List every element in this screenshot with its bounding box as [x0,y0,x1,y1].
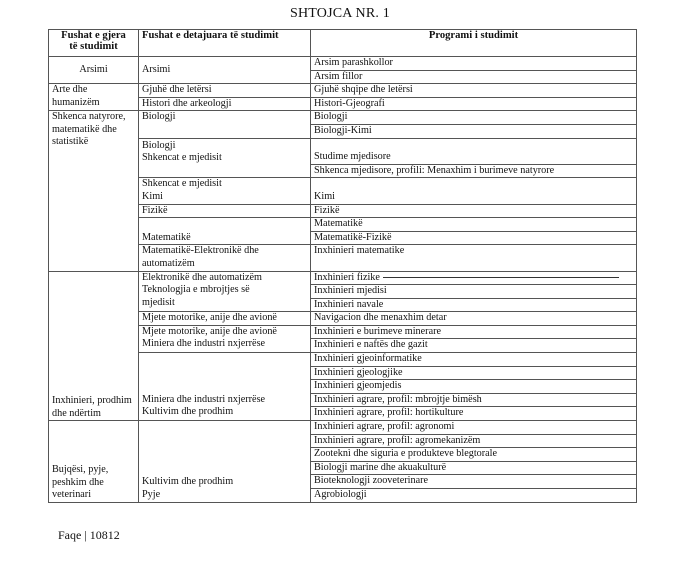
program-item: Matematikë-Fizikë [314,231,392,243]
detailed-field [139,138,311,178]
detailed-line: Teknologjia e mbrojtjes së [142,284,250,296]
table-row [49,84,637,98]
program-item: Kimi [311,178,637,204]
detailed-line: Miniera dhe industri nxjerrëse [142,393,266,405]
program-item: Navigacion dhe menaxhim detar [311,312,637,326]
program-item-text: Inxhinieri fizike [314,271,380,283]
program-item [311,272,636,286]
detailed-field: Fizikë [139,204,311,218]
detailed-line: Matematikë-Elektronikë dhe [142,245,259,257]
detailed-line: Biologji [142,139,176,151]
detailed-field [139,178,311,204]
table-row [49,271,637,312]
program-item: Histori-Gjeografi [311,97,637,111]
program-item: Inxhinieri e naftës dhe gazit [314,339,428,351]
broad-field-bujqesi: Bujqësi, pyje, peshkim dhe veterinari [49,421,139,503]
detailed-line: Kimi [142,190,163,202]
detailed-line: Mjete motorike, anije dhe avionë [142,325,277,337]
program-item: Shkenca mjedisore, profili: Menaxhim i burimeve natyrore [314,164,555,176]
program-item: Inxhinieri matematike [311,245,637,271]
program-item: Bioteknologji zooveterinare [311,475,636,489]
program-item: Biologji marine dhe akuakulturë [311,462,636,476]
detailed-line: mjedisit [142,296,175,308]
program-item: Agrobiologji [314,489,367,500]
program-item: Arsim fillor [314,70,363,82]
header-broad-field [49,30,139,57]
program-item: Studime mjedisore [311,151,636,165]
program-cell [311,421,637,503]
table-header-row [49,30,637,57]
detailed-field: Gjuhë dhe letërsi [139,84,311,98]
header-program: Programi i studimit [311,30,637,57]
program-cell [311,271,637,312]
detailed-line: Pyje [142,489,161,500]
header-broad-line1: Fushat e gjera [61,30,126,41]
detailed-field: Matematikë [139,218,311,245]
program-item: Inxhinieri agrare, profil: agronomi [311,421,636,435]
program-item: Inxhinieri navale [314,298,384,310]
program-item: Inxhinieri gjeomjedis [311,380,636,394]
program-item: Inxhinieri gjeoinformatike [311,353,636,367]
page-title: SHTOJCA NR. 1 [290,6,390,21]
detailed-line: Shkencat e mjedisit [142,178,222,190]
program-cell [311,138,637,178]
detailed-line: Elektronikë dhe automatizëm [142,271,262,283]
header-broad-line2: të studimit [69,41,118,52]
detailed-line: automatizëm [142,257,195,269]
program-item: Fizikë [311,204,637,218]
program-item: Inxhinieri agrare, profil: mbrojtje bimësh [311,394,636,408]
program-cell [311,57,637,84]
broad-field-shkenca: Shkenca natyrore, matematikë dhe statistikë [49,111,139,271]
blank-line [383,277,619,278]
detailed-field [139,421,311,503]
page-footer: Faqe | 10812 [58,528,120,542]
program-item: Gjuhë shqipe dhe letërsi [311,84,637,98]
program-item: Biologji [311,111,636,125]
broad-field-arsimi: Arsimi [49,57,139,84]
detailed-field: Biologji [139,111,311,138]
program-item: Zooteknì dhe siguria e produkteve blegtorale [311,448,636,462]
program-item: Arsim parashkollor [311,57,636,71]
detailed-line: Kultivim dhe prodhim [142,406,234,418]
detailed-field [139,245,311,271]
program-item: Inxhinieri agrare, profil: hortikulture [314,407,464,419]
detailed-line: Shkencat e mjedisit [142,152,222,164]
detailed-field [139,325,311,352]
table-row [49,111,637,138]
program-item: Inxhinieri mjedisi [311,285,636,299]
detailed-field [139,353,311,421]
program-cell [311,111,637,138]
table-row [49,421,637,503]
detailed-field [139,271,311,312]
detailed-line: Kultivim dhe prodhim [142,476,234,488]
program-cell [311,325,637,352]
header-detailed-field: Fushat e detajuara të studimit [139,30,311,57]
program-item: Inxhinieri gjeologjike [311,367,636,381]
program-cell [311,353,637,421]
broad-field-inxhinieri: Inxhinieri, prodhim dhe ndërtim [49,271,139,421]
broad-field-arte: Arte dhe humanizëm [49,84,139,111]
program-item: Inxhinieri e burimeve minerare [311,326,636,340]
detailed-field: Histori dhe arkeologji [139,97,311,111]
detailed-line: Miniera dhe industri nxjerrëse [142,338,266,350]
study-fields-table [48,29,637,503]
detailed-field: Arsimi [139,57,311,84]
program-item: Matematikë [311,218,636,232]
detailed-field: Mjete motorike, anije dhe avionë [139,312,311,326]
table-row [49,57,637,84]
program-item: Inxhinieri agrare, profil: agromekanizëm [311,435,636,449]
program-cell [311,218,637,245]
program-item: Biologji-Kimi [314,124,372,136]
